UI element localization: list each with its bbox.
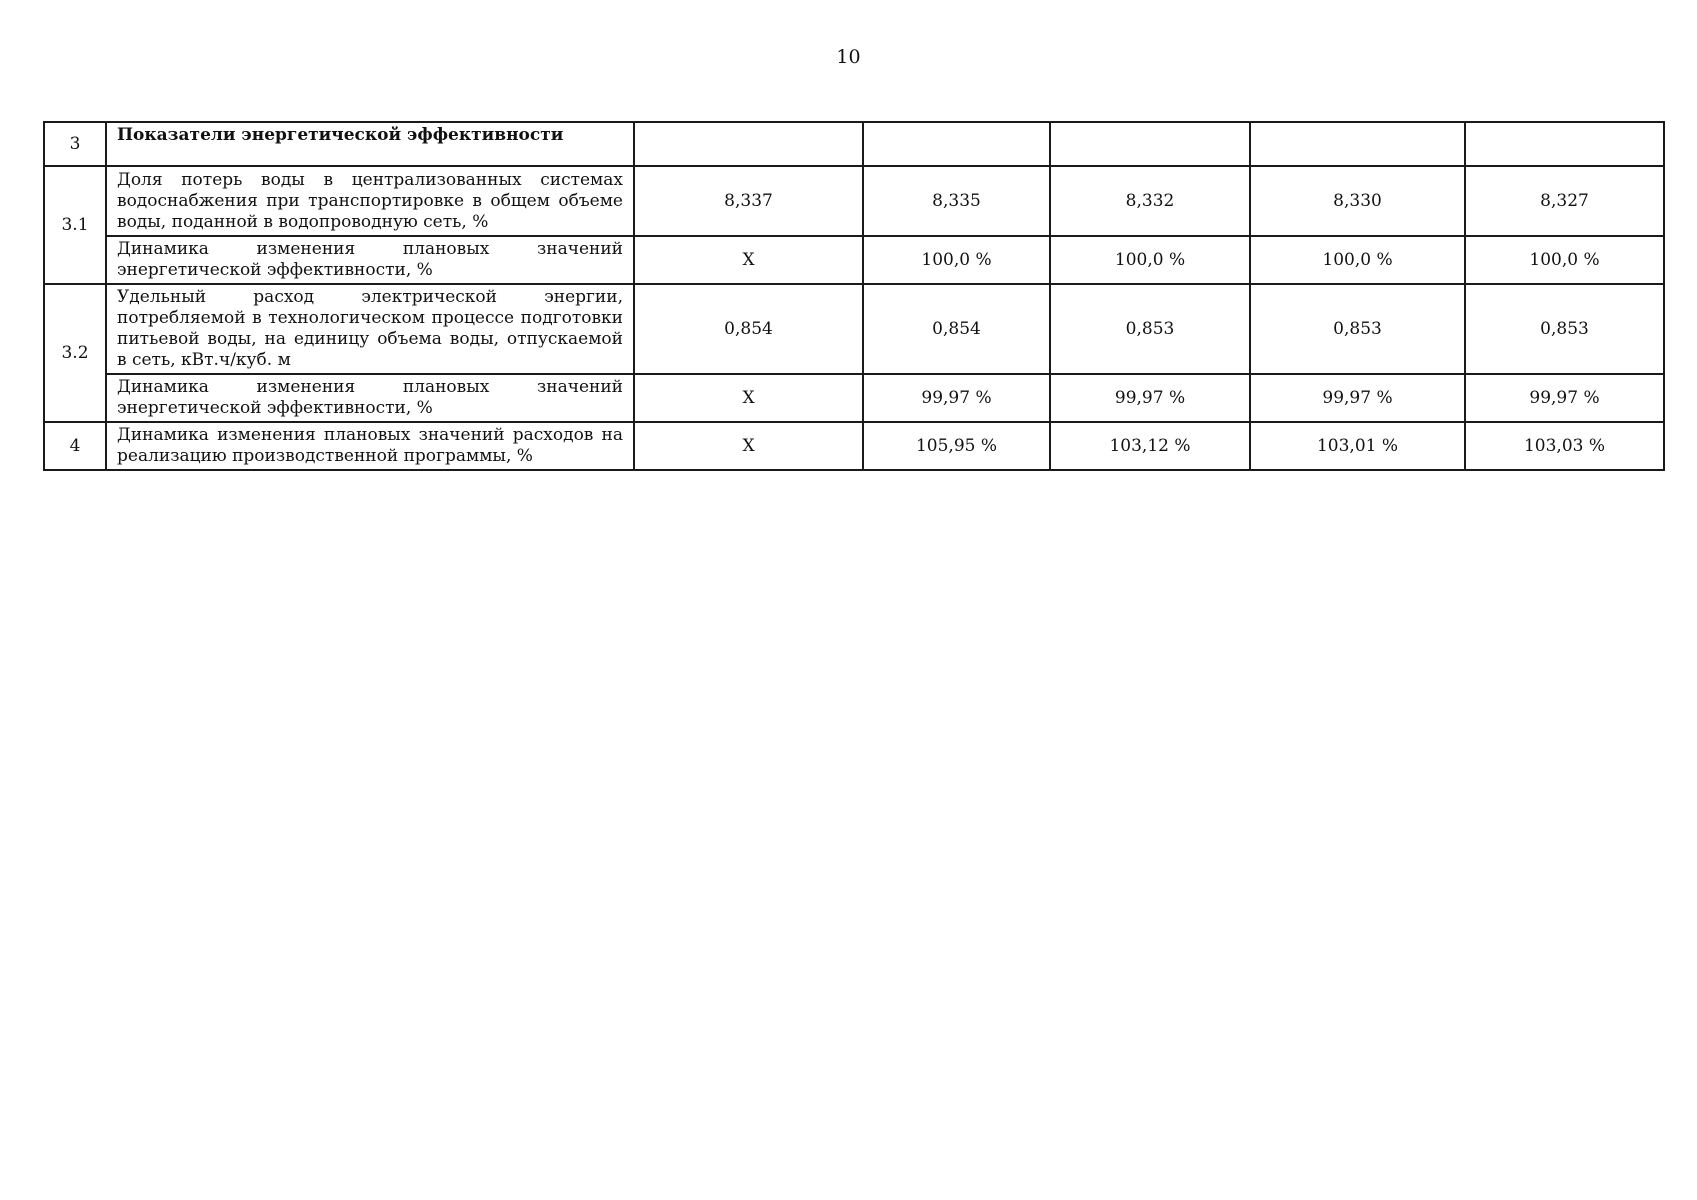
value-cell: Х (634, 422, 863, 470)
value-cell: Х (634, 236, 863, 284)
value-cell: 8,335 (863, 166, 1050, 236)
value-cell: 8,327 (1465, 166, 1664, 236)
row-number-cell: 3.2 (44, 284, 106, 422)
value-cell: 99,97 % (863, 374, 1050, 422)
row-number-cell: 3 (44, 122, 106, 166)
table-row-3-1-dynamics (44, 236, 1664, 284)
value-cell: 100,0 % (1250, 236, 1465, 284)
description-cell: Доля потерь воды в централизованных системах водоснабжения при транспортировке в общем объеме воды, поданной в водопроводную сеть, % (106, 166, 634, 236)
value-cell: 103,01 % (1250, 422, 1465, 470)
value-cell: Х (634, 374, 863, 422)
table-row-section-3 (44, 122, 1664, 166)
description-cell: Динамика изменения плановых значений энергетической эффективности, % (106, 374, 634, 422)
row-number-cell: 3.1 (44, 166, 106, 284)
table-row-3-2 (44, 284, 1664, 374)
table-row-3-1 (44, 166, 1664, 236)
value-cell (1465, 122, 1664, 166)
table-row-3-2-dynamics (44, 374, 1664, 422)
value-cell: 0,854 (863, 284, 1050, 374)
value-cell (1250, 122, 1465, 166)
value-cell (634, 122, 863, 166)
description-cell: Динамика изменения плановых значений расходов на реализацию производственной программы, % (106, 422, 634, 470)
value-cell: 8,332 (1050, 166, 1250, 236)
value-cell: 8,337 (634, 166, 863, 236)
value-cell: 105,95 % (863, 422, 1050, 470)
value-cell: 103,12 % (1050, 422, 1250, 470)
value-cell: 0,853 (1250, 284, 1465, 374)
value-cell: 99,97 % (1250, 374, 1465, 422)
value-cell (1050, 122, 1250, 166)
page-number: 10 (836, 46, 861, 68)
value-cell: 103,03 % (1465, 422, 1664, 470)
value-cell: 99,97 % (1465, 374, 1664, 422)
value-cell: 8,330 (1250, 166, 1465, 236)
value-cell: 0,853 (1465, 284, 1664, 374)
row-number-cell: 4 (44, 422, 106, 470)
value-cell: 100,0 % (863, 236, 1050, 284)
description-cell: Удельный расход электрической энергии, потребляемой в технологическом процессе подготовки питьевой воды, на единицу объема воды, отпускаемой в сеть, кВт.ч/куб. м (106, 284, 634, 374)
value-cell: 99,97 % (1050, 374, 1250, 422)
table-row-4 (44, 422, 1664, 470)
section-title-cell: Показатели энергетической эффективности (106, 122, 634, 166)
indicators-table (43, 121, 1665, 471)
value-cell: 0,853 (1050, 284, 1250, 374)
value-cell: 100,0 % (1050, 236, 1250, 284)
value-cell: 100,0 % (1465, 236, 1664, 284)
value-cell (863, 122, 1050, 166)
value-cell: 0,854 (634, 284, 863, 374)
description-cell: Динамика изменения плановых значений энергетической эффективности, % (106, 236, 634, 284)
